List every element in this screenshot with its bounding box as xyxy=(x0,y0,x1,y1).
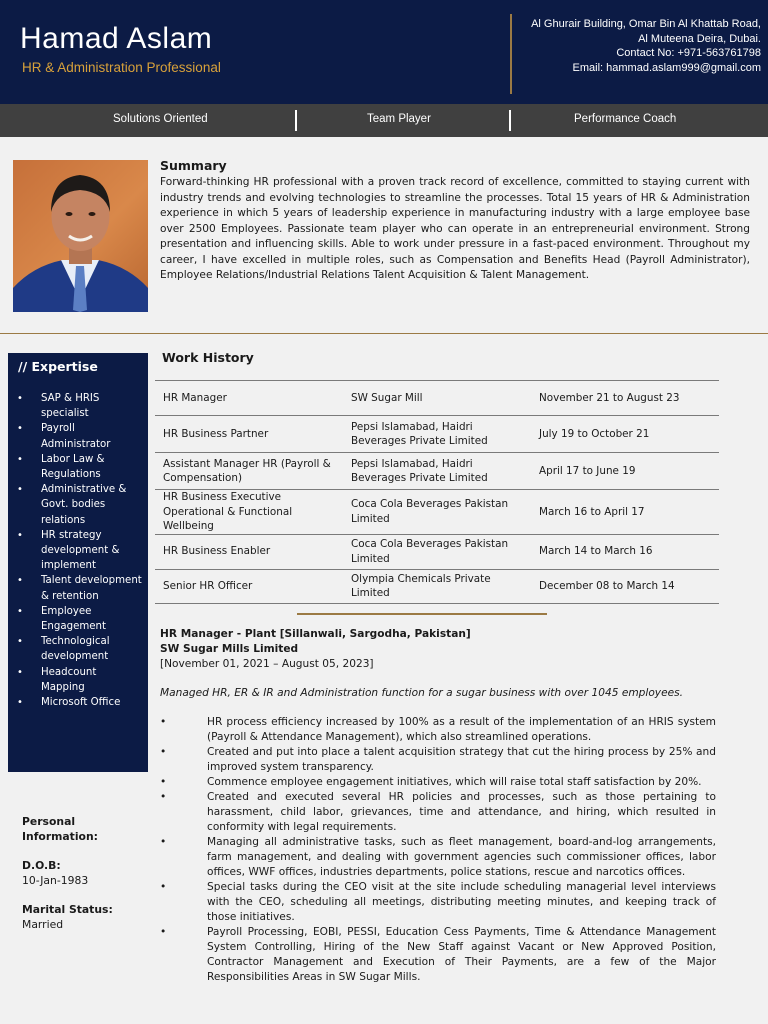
company-cell: Coca Cola Beverages Pakistan Limited xyxy=(351,498,509,525)
list-item: • Commence employee engagement initiatives, which will raise total staff satisfaction by 20%. xyxy=(160,775,716,790)
job-company: SW Sugar Mills Limited xyxy=(160,643,299,655)
period-cell: November 21 to August 23 xyxy=(539,391,680,404)
job-detail xyxy=(160,627,716,985)
job-role-cell: HR Business Enabler xyxy=(163,545,271,558)
marital-status-value: Married xyxy=(22,918,64,931)
list-item: • Payroll Processing, EOBI, PESSI, Education Cess Payments, Time & Attendance Management System Controlling, Hiring of the New Staff against Vacant or New Approved Position, Contractor Management and Execution of Their Payments, are a few of the Major Responsibilities Areas in SW Sugar Mills. xyxy=(160,925,716,985)
table-row xyxy=(155,490,719,535)
table-row xyxy=(155,416,719,453)
summary-heading: Summary xyxy=(160,158,227,173)
header-divider xyxy=(510,14,512,94)
dob-value: 10-Jan-1983 xyxy=(22,874,89,887)
expertise-item: • Labor Law & Regulations xyxy=(8,452,148,482)
personal-heading-line-1: Personal xyxy=(22,815,76,828)
address-line-2: Al Muteena Deira, Dubai. xyxy=(638,32,761,45)
table-row xyxy=(155,381,719,416)
table-row xyxy=(155,453,719,490)
job-role-cell: HR Manager xyxy=(163,391,227,404)
job-role-cell: Assistant Manager HR (Payroll & Compensation) xyxy=(163,457,331,484)
contact-block xyxy=(531,17,761,75)
personal-info xyxy=(22,814,113,932)
tag-strip xyxy=(0,104,768,137)
expertise-item: • Talent development & retention xyxy=(8,573,148,603)
personal-heading-line-2: Information: xyxy=(22,830,98,843)
job-role-cell: Senior HR Officer xyxy=(163,579,253,592)
list-item: • Created and put into place a talent acquisition strategy that cut the hiring process by 25% and improved system transparency. xyxy=(160,745,716,775)
job-title: HR Manager - Plant [Sillanwali, Sargodha, Pakistan] xyxy=(160,628,471,640)
period-cell: July 19 to October 21 xyxy=(539,427,650,440)
email-address: Email: hammad.aslam999@gmail.com xyxy=(572,61,761,74)
list-item: • Created and executed several HR policies and processes, such as those pertaining to harassment, child labor, grievances, time and attendance, and hiring, which resulted in conformity with legal requirements. xyxy=(160,790,716,835)
phone-number: Contact No: +971-563761798 xyxy=(616,47,761,60)
expertise-item: • Technological development xyxy=(8,634,148,664)
job-description: Managed HR, ER & IR and Administration function for a sugar business with over 1045 employees. xyxy=(160,687,683,699)
portrait-graphic xyxy=(13,160,148,312)
expertise-item: • Administrative & Govt. bodies relations xyxy=(8,482,148,528)
list-item: • Managing all administrative tasks, such as fleet management, board-and-log arrangements, farm management, and dealing with government agencies such commissioner offices, labor offices, WWF offices, industries departments, police stations, rescue and narcotics offices. xyxy=(160,835,716,880)
company-cell: Olympia Chemicals Private Limited xyxy=(351,572,491,599)
tag-team-player: Team Player xyxy=(367,113,431,125)
company-cell: Pepsi Islamabad, Haidri Beverages Private Limited xyxy=(351,457,488,484)
expertise-item: • Headcount Mapping xyxy=(8,665,148,695)
work-history-table xyxy=(155,380,719,604)
period-cell: March 14 to March 16 xyxy=(539,545,653,558)
job-role-cell: HR Business Executive Operational & Functional Wellbeing xyxy=(163,491,293,532)
expertise-item: • Microsoft Office xyxy=(8,695,148,710)
tag-performance-coach: Performance Coach xyxy=(574,113,677,125)
summary-text: Forward-thinking HR professional with a proven track record of excellence, committed to staying current with industry trends and evolving technologies to streamline the processes. Total 15 years of HR & Administration experience in which 5 years of leadership experience in manufacturing industry with a large employee base over 2500 Employees. Passionate team player who can operate in an entrepreneurial environment. Strong presentation and influencing skills. Able to work under pressure in a fast-paced environment. Throughout my career, I have excelled in multiple roles, such as Compensation and Benefits Head (Payroll Administrator), Employee Relations/Industrial Relations Talent Acquisition & Talent Management. xyxy=(160,176,750,281)
company-cell: SW Sugar Mill xyxy=(351,391,423,404)
list-item: • HR process efficiency increased by 100% as a result of the implementation of an HRIS system (Payroll & Attendance Management), which also streamlined operations. xyxy=(160,715,716,745)
job-responsibilities xyxy=(160,715,716,985)
period-cell: December 08 to March 14 xyxy=(539,579,675,592)
expertise-item: • Payroll Administrator xyxy=(8,421,148,451)
company-cell: Pepsi Islamabad, Haidri Beverages Private Limited xyxy=(351,420,488,447)
section-divider xyxy=(297,613,547,615)
expertise-item: • Employee Engagement xyxy=(8,604,148,634)
candidate-role: HR & Administration Professional xyxy=(22,60,221,75)
resume-header xyxy=(0,0,768,104)
tag-divider xyxy=(295,110,297,131)
expertise-panel xyxy=(8,353,148,772)
profile-photo xyxy=(13,160,148,312)
table-row xyxy=(155,569,719,603)
section-divider xyxy=(0,333,768,334)
work-history-heading: Work History xyxy=(162,350,254,365)
period-cell: March 16 to April 17 xyxy=(539,505,645,518)
expertise-list xyxy=(8,391,148,710)
company-cell: Coca Cola Beverages Pakistan Limited xyxy=(351,538,509,565)
table-row xyxy=(155,534,719,569)
job-role-cell: HR Business Partner xyxy=(163,427,269,440)
candidate-name: Hamad Aslam xyxy=(20,22,213,55)
tag-solutions-oriented: Solutions Oriented xyxy=(113,113,208,125)
job-dates: [November 01, 2021 – August 05, 2023] xyxy=(160,658,374,670)
expertise-item: • HR strategy development & implement xyxy=(8,528,148,574)
period-cell: April 17 to June 19 xyxy=(539,464,636,477)
address-line-1: Al Ghurair Building, Omar Bin Al Khattab Road, xyxy=(531,18,761,30)
marital-status-label: Marital Status: xyxy=(22,903,113,916)
list-item: • Special tasks during the CEO visit at the site include scheduling managerial level interviews with the CEO, scheduling all meetings, distributing meeting minutes, and keeping track of those initiatives. xyxy=(160,880,716,925)
expertise-item: • SAP & HRIS specialist xyxy=(8,391,148,421)
expertise-heading: // Expertise xyxy=(18,359,98,374)
dob-label: D.O.B: xyxy=(22,859,61,872)
tag-divider xyxy=(509,110,511,131)
